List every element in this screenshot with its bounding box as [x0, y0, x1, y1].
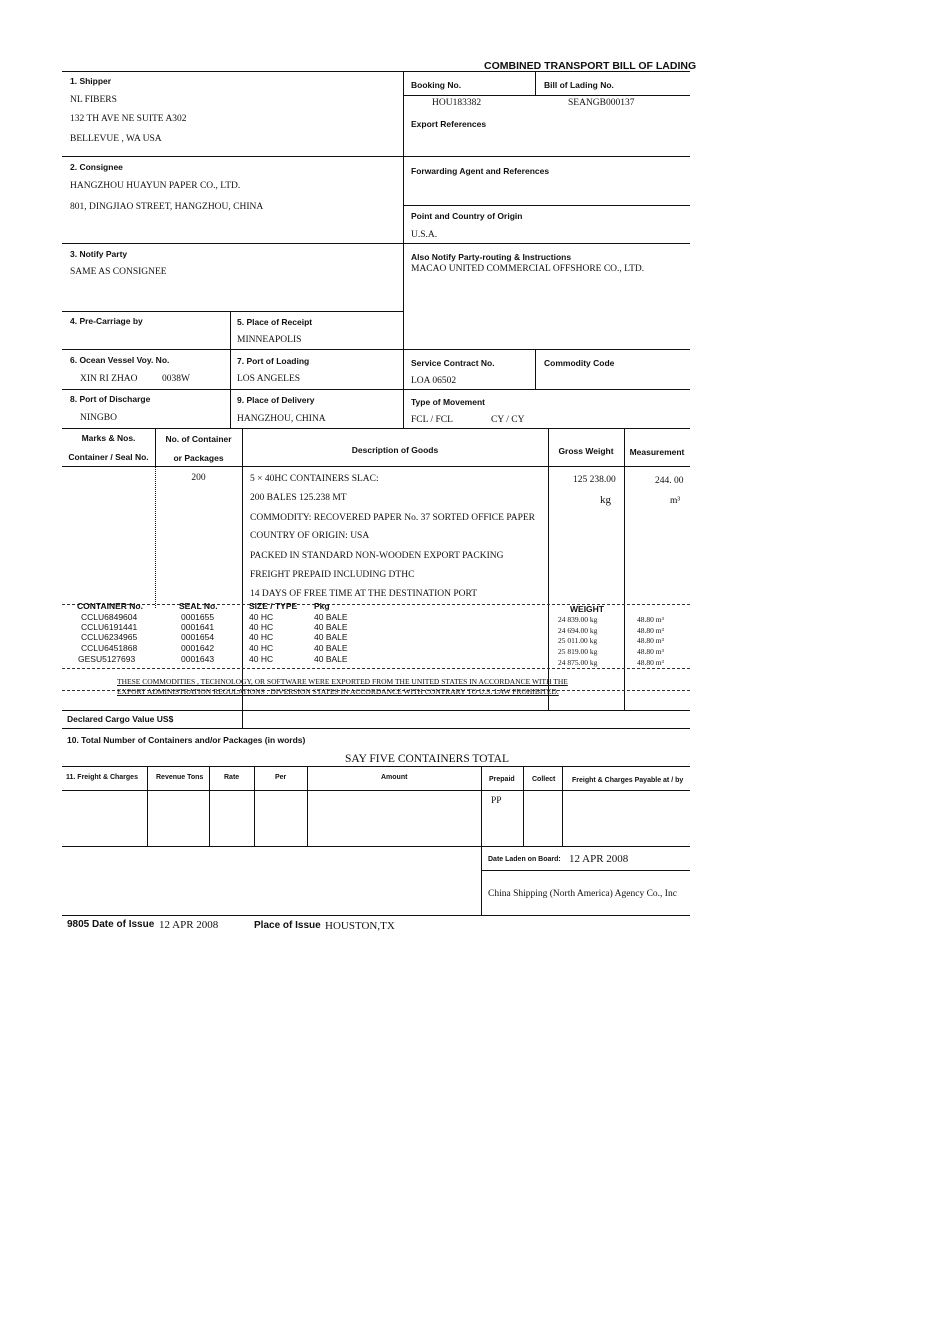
- container-pkg: 40 BALE: [314, 622, 348, 632]
- goods-line: FREIGHT PREPAID INCLUDING DTHC: [250, 570, 415, 580]
- container-no: CCLU6849604: [81, 612, 138, 622]
- goods-line: 14 DAYS OF FREE TIME AT THE DESTINATION PORT: [250, 589, 478, 599]
- also-notify-value: MACAO UNITED COMMERCIAL OFFSHORE CO., LTD.: [411, 264, 645, 274]
- forwarding-agent-label: Forwarding Agent and References: [411, 166, 550, 176]
- goods-line: 200 BALES 125.238 MT: [250, 493, 347, 503]
- container-measure: 48.80 m³: [637, 658, 664, 667]
- container-measure: 48.80 m³: [637, 626, 664, 635]
- goods-line: COMMODITY: RECOVERED PAPER No. 37 SORTED OFFICE PAPER: [250, 513, 536, 523]
- container-size: 40 HC: [249, 612, 274, 622]
- shipper-address-line1: 132 TH AVE NE SUITE A302: [70, 114, 187, 124]
- container-measure: 48.80 m³: [637, 647, 664, 656]
- consignee-label: 2. Consignee: [70, 162, 123, 172]
- service-contract-label: Service Contract No.: [411, 358, 495, 368]
- package-count: 200: [191, 473, 206, 483]
- document-title: COMBINED TRANSPORT BILL OF LADING: [484, 60, 697, 72]
- container-no: CCLU6234965: [81, 632, 138, 642]
- container-pkg: 40 BALE: [314, 643, 348, 653]
- shipper-address-line2: BELLEVUE , WA USA: [70, 134, 162, 144]
- vessel-voyage: 0038W: [162, 374, 190, 384]
- container-no-header: CONTAINER No.: [77, 601, 143, 611]
- movement-value-fcl: FCL / FCL: [411, 415, 453, 425]
- total-packages-value: SAY FIVE CONTAINERS TOTAL: [345, 753, 509, 765]
- container-weight: 25 819.00 kg: [558, 647, 598, 656]
- size-type-header: SIZE / TYPE: [249, 601, 298, 611]
- container-size: 40 HC: [249, 622, 274, 632]
- amount-header: Amount: [381, 774, 408, 781]
- carrier-agent: China Shipping (North America) Agency Co., Inc: [488, 889, 677, 899]
- container-weight: 24 839.00 kg: [558, 615, 598, 624]
- goods-line: 5 × 40HC CONTAINERS SLAC:: [250, 474, 379, 484]
- payable-at-header: Freight & Charges Payable at / by: [572, 777, 684, 784]
- container-no: GESU5127693: [78, 654, 136, 664]
- collect-header: Collect: [532, 776, 556, 783]
- pre-carriage-label: 4. Pre-Carriage by: [70, 316, 143, 326]
- main-vertical-divider: [403, 71, 404, 428]
- container-pkg: 40 BALE: [314, 654, 348, 664]
- date-laden-label: Date Laden on Board:: [488, 856, 561, 863]
- seal-no: 0001643: [181, 654, 215, 664]
- seal-no-header: SEAL No.: [179, 601, 218, 611]
- total-packages-label: 10. Total Number of Containers and/or Packages (in words): [67, 735, 306, 745]
- vessel-name: XIN RI ZHAO: [80, 374, 138, 384]
- export-references-label: Export References: [411, 119, 487, 129]
- container-pkg: 40 BALE: [314, 612, 348, 622]
- ocean-vessel-label: 6. Ocean Vessel Voy. No.: [70, 355, 170, 365]
- top-rule: [62, 71, 690, 72]
- prepaid-value: PP: [491, 796, 502, 806]
- seal-no: 0001654: [181, 632, 215, 642]
- shipper-label: 1. Shipper: [70, 76, 112, 86]
- export-disclaimer-line1: THESE COMMODITIES , TECHNOLOGY, OR SOFTWARE WERE EXPORTED FROM THE UNITED STATES IN ACCORDANCE WITH THE: [117, 677, 568, 686]
- goods-line: PACKED IN STANDARD NON-WOODEN EXPORT PACKING: [250, 551, 504, 561]
- gross-weight-header: Gross Weight: [558, 446, 614, 456]
- marks-header-line1: Marks & Nos.: [81, 433, 136, 443]
- place-of-receipt-value: MINNEAPOLIS: [237, 335, 302, 345]
- gross-weight-value: 125 238.00: [573, 475, 616, 485]
- gross-weight-unit: kg: [600, 494, 611, 506]
- date-laden-value: 12 APR 2008: [569, 853, 629, 865]
- marks-header-line2: Container / Seal No.: [68, 452, 149, 462]
- container-measure: 48.80 m³: [637, 615, 664, 624]
- container-no: CCLU6191441: [81, 622, 138, 632]
- goods-line: COUNTRY OF ORIGIN: USA: [250, 531, 370, 541]
- weight-header: WEIGHT: [570, 604, 604, 614]
- container-weight: 25 011.00 kg: [558, 636, 598, 645]
- measurement-unit: m³: [670, 496, 681, 506]
- prepaid-header: Prepaid: [489, 776, 515, 783]
- container-measure: 48.80 m³: [637, 636, 664, 645]
- container-weight: 24 875.00 kg: [558, 658, 598, 667]
- booking-bol-divider: [535, 71, 536, 95]
- port-of-discharge-value: NINGBO: [80, 413, 117, 423]
- container-pkg: 40 BALE: [314, 632, 348, 642]
- container-weight: 24 694.00 kg: [558, 626, 598, 635]
- booking-label: Booking No.: [411, 80, 462, 90]
- description-header: Description of Goods: [351, 445, 439, 455]
- bol-value: SEANGB000137: [568, 98, 635, 108]
- port-of-loading-label: 7. Port of Loading: [237, 356, 310, 366]
- per-header: Per: [275, 774, 287, 781]
- port-of-discharge-label: 8. Port of Discharge: [70, 394, 151, 404]
- place-of-delivery-value: HANGZHOU, CHINA: [237, 414, 326, 424]
- container-no: CCLU6451868: [81, 643, 138, 653]
- pkg-header: Pkg: [314, 601, 330, 611]
- place-of-delivery-label: 9. Place of Delivery: [237, 395, 315, 405]
- freight-charges-header: 11. Freight & Charges: [66, 774, 138, 781]
- seal-no: 0001655: [181, 612, 215, 622]
- place-of-issue-label: Place of Issue: [254, 920, 321, 931]
- service-contract-value: LOA 06502: [411, 376, 457, 386]
- revenue-tons-header: Revenue Tons: [156, 774, 204, 781]
- packages-header-line2: or Packages: [173, 453, 224, 463]
- seal-no: 0001642: [181, 643, 215, 653]
- declared-value-label: Declared Cargo Value US$: [67, 714, 174, 724]
- seal-no: 0001641: [181, 622, 215, 632]
- measurement-value: 244. 00: [655, 476, 684, 486]
- shipper-name: NL FIBERS: [70, 95, 117, 105]
- container-size: 40 HC: [249, 632, 274, 642]
- export-disclaimer-line2: EXPORT ADMINISTRATION REGULATIONS . DIVERSION STATES IN ACCORDANCE WITH CONTRARY TO U.S. LAW PROHIBITED.: [117, 687, 559, 696]
- notify-party-value: SAME AS CONSIGNEE: [70, 267, 167, 277]
- packages-header-line1: No. of Container: [165, 434, 232, 444]
- origin-value: U.S.A.: [411, 230, 438, 240]
- bol-label: Bill of Lading No.: [544, 80, 614, 90]
- commodity-code-label: Commodity Code: [544, 358, 615, 368]
- booking-value: HOU183382: [432, 98, 482, 108]
- place-of-issue-value: HOUSTON,TX: [325, 920, 395, 932]
- notify-party-label: 3. Notify Party: [70, 249, 128, 259]
- also-notify-label: Also Notify Party-routing & Instructions: [411, 252, 572, 262]
- consignee-name: HANGZHOU HUAYUN PAPER CO., LTD.: [70, 181, 241, 191]
- consignee-address: 801, DINGJIAO STREET, HANGZHOU, CHINA: [70, 202, 264, 212]
- measurement-header: Measurement: [629, 447, 685, 457]
- date-of-issue-label: 9805 Date of Issue: [67, 919, 155, 930]
- port-of-loading-value: LOS ANGELES: [237, 374, 301, 384]
- date-of-issue-value: 12 APR 2008: [159, 919, 219, 931]
- container-size: 40 HC: [249, 643, 274, 653]
- place-of-receipt-label: 5. Place of Receipt: [237, 317, 313, 327]
- origin-label: Point and Country of Origin: [411, 211, 523, 221]
- type-of-movement-label: Type of Movement: [411, 397, 485, 407]
- rate-header: Rate: [224, 774, 240, 781]
- movement-value-cy: CY / CY: [491, 415, 525, 425]
- container-size: 40 HC: [249, 654, 274, 664]
